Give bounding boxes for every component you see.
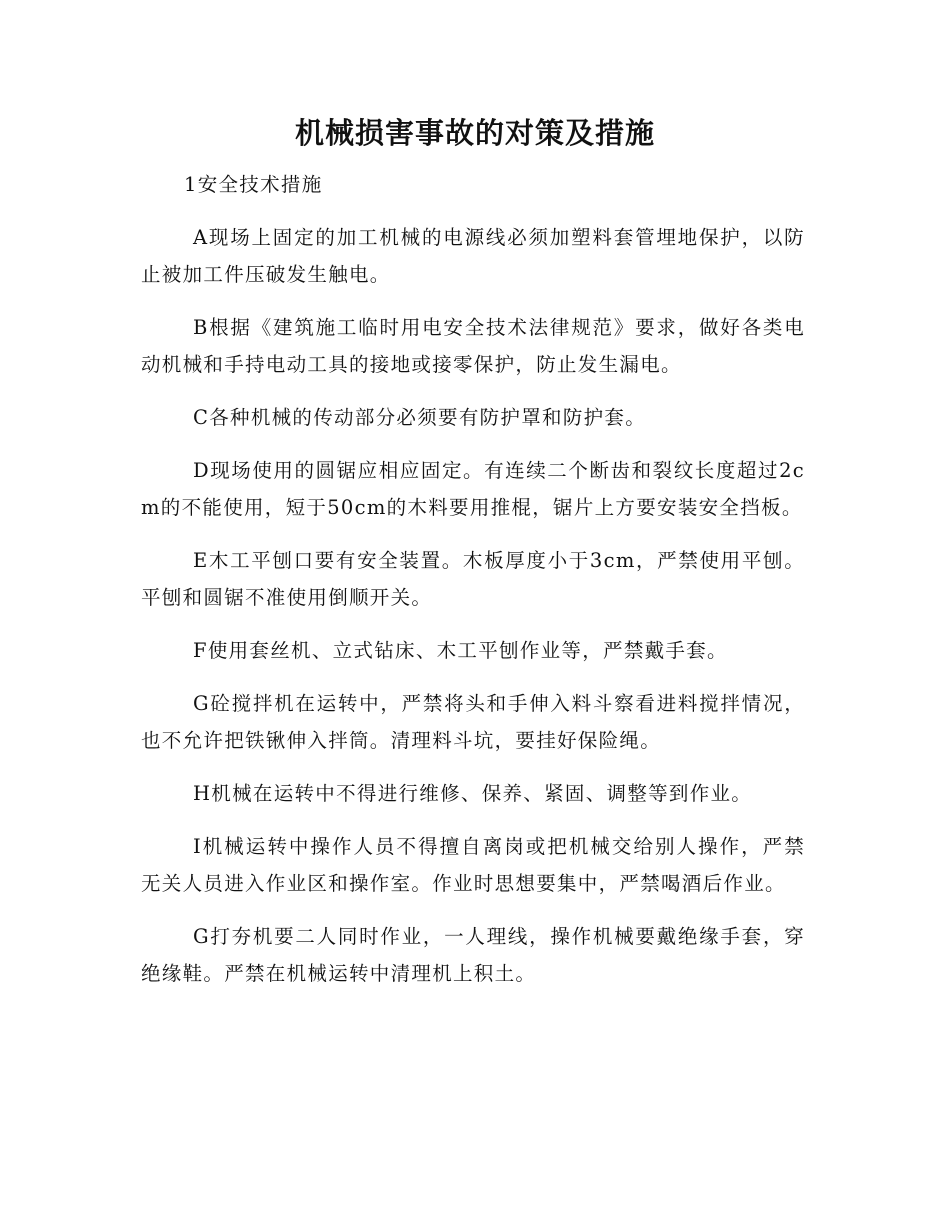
document-title: 机械损害事故的对策及措施 xyxy=(294,116,655,150)
paragraph-f: F使用套丝机、立式钻床、木工平刨作业等，严禁戴手套。 xyxy=(193,639,728,662)
section-heading: 1安全技术措施 xyxy=(184,173,323,196)
paragraph-i: I机械运转中操作人员不得擅自离岗或把机械交给别人操作，严禁无关人员进入作业区和操作室。作业时思想要集中，严禁喝酒后作业。 xyxy=(141,835,805,895)
paragraph-b: B根据《建筑施工临时用电安全技术法律规范》要求，做好各类电动机械和手持电动工具的接地或接零保护，防止发生漏电。 xyxy=(141,316,805,376)
paragraph-h: H机械在运转中不得进行维修、保养、紧固、调整等到作业。 xyxy=(193,782,753,805)
paragraph-a: A现场上固定的加工机械的电源线必须加塑料套管埋地保护，以防止被加工件压破发生触电。 xyxy=(141,226,805,286)
paragraph-d: D现场使用的圆锯应相应固定。有连续二个断齿和裂纹长度超过2cm的不能使用，短于50cm的木料要用推棍，锯片上方要安装安全挡板。 xyxy=(141,459,805,519)
paragraph-e: E木工平刨口要有安全装置。木板厚度小于3cm，严禁使用平刨。平刨和圆锯不准使用倒顺开关。 xyxy=(141,549,805,609)
paragraph-g2: G打夯机要二人同时作业，一人理线，操作机械要戴绝缘手套，穿绝缘鞋。严禁在机械运转中清理机上积土。 xyxy=(141,925,805,985)
paragraph-g: G砼搅拌机在运转中，严禁将头和手伸入料斗察看进料搅拌情况，也不允许把铁锹伸入拌筒。清理料斗坑，要挂好保险绳。 xyxy=(141,692,805,752)
document-body xyxy=(141,166,805,1008)
paragraph-c: C各种机械的传动部分必须要有防护罩和防护套。 xyxy=(193,406,647,429)
